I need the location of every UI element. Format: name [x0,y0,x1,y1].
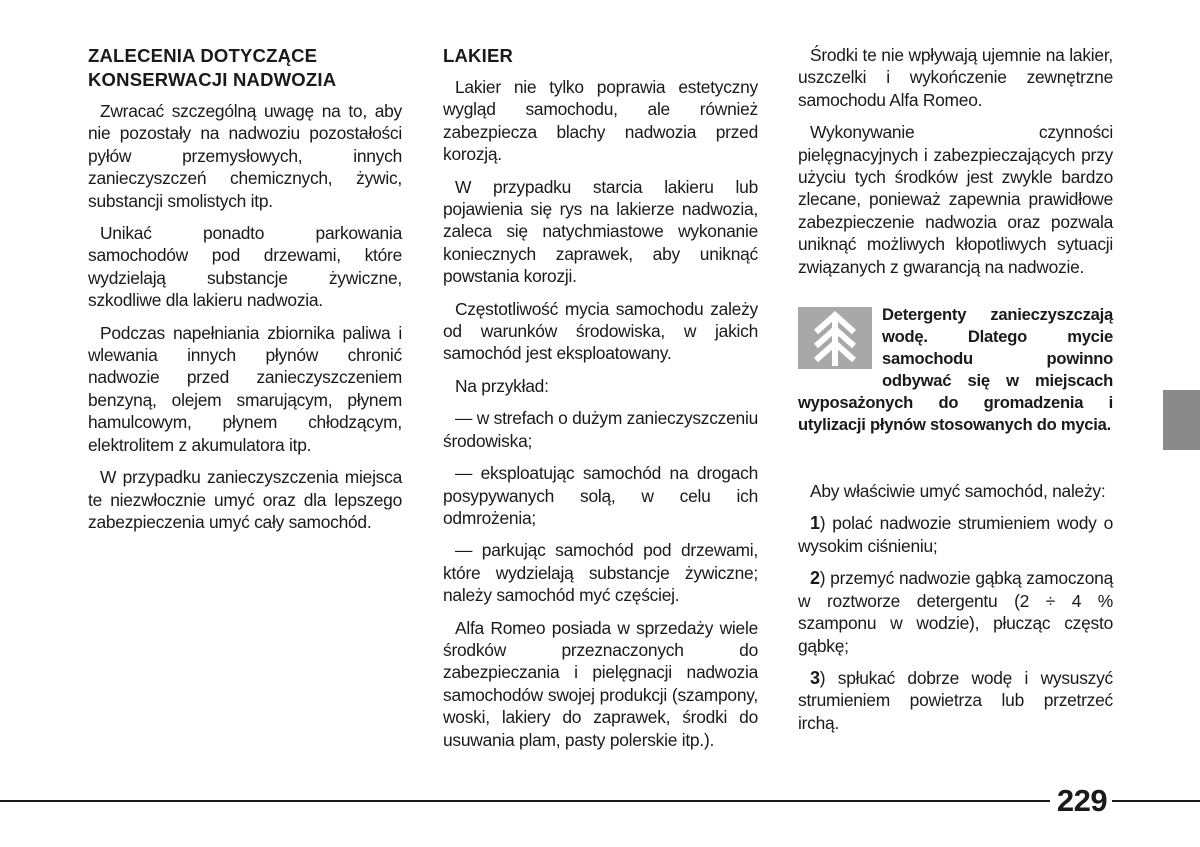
paragraph: Częstotliwość mycia samochodu zależy od warunków środowiska, w jakich samochód jest eksploatowany. [443,298,758,364]
paragraph: Aby właściwie umyć samochód, należy: [810,481,1106,502]
step-number: 3 [810,667,820,688]
column-maintenance [88,44,402,543]
paragraph: Środki te nie wpływają ujemnie na lakier, uszczelki i wykończenie zewnętrzne samochodu Alfa Romeo. [798,45,1113,110]
list-item: — w strefach o dużym zanieczyszczeniu środowiska; [443,408,758,451]
step-number: 1 [810,513,820,534]
tree-icon [798,307,872,369]
heading-line-1: ZALECENIA DOTYCZĄCE [88,45,318,66]
paragraph: W przypadku zanieczyszczenia miejsca te niezwłocznie umyć oraz dla lepszego zabezpieczenia umyć cały samochód. [88,467,402,532]
footer-rule [0,800,1050,802]
list-item: — parkując samochód pod drzewami, które wydzielają substancje żywiczne; należy samochód myć częściej. [443,540,758,606]
footer-rule [1112,800,1200,802]
step-item [798,512,1113,557]
step-text: ) polać nadwozie strumieniem wody o wysokim ciśnieniu; [798,513,1113,556]
environment-warning-text: Detergenty zanieczyszczają wodę. Dlatego mycie samochodu powinno odbywać się w miejscach wyposażonych do gromadzenia i utylizacji płynów stosowanych do mycia. [798,305,1113,435]
chapter-tab-marker [1163,390,1200,450]
step-text: ) przemyć nadwozie gąbką zamoczoną w roztworze detergentu (2 ÷ 4 % szamponu w wodzie), płucząc często gąbkę; [798,568,1113,656]
page-number: 229 [1056,783,1108,818]
step-text: ) spłukać dobrze wodę i wysuszyć strumieniem powietrza lub przetrzeć irchą. [798,667,1113,733]
heading-line-2: KONSERWACJI NADWOZIA [88,69,337,90]
step-item [798,567,1113,657]
step-number: 2 [810,568,820,589]
paragraph: Wykonywanie czynności pielęgnacyjnych i zabezpieczających przy użyciu tych środków jest zwykle bardzo zlecane, ponieważ zapewnia prawidłowe zabezpieczenie nadwozia oraz pozwala uniknąć możliwych kłopotliwych sytuacji związanych z gwarancją na nadwozie. [798,122,1113,277]
column-paint [443,44,758,761]
paragraph: Lakier nie tylko poprawia estetyczny wygląd samochodu, ale również zabezpiecza blachy nadwozia przed korozją. [443,77,758,165]
list-item: — eksploatując samochód na drogach posypywanych solą, w celu ich odmrożenia; [443,463,758,528]
paragraph: Na przykład: [455,375,549,396]
paragraph: Podczas napełniania zbiornika paliwa i wlewania innych płynów chronić nadwozie przed zanieczyszczeniem benzyną, olejem smarującym, płynem hamulcowym, płynem chłodzącym, elektrolitem z akumulatora itp. [88,322,402,455]
paragraph: Zwracać szczególną uwagę na to, aby nie pozostały na nadwoziu pozostałości pyłów przemysłowych, innych zanieczyszczeń chemicznych, żywic, substancji smolistych itp. [88,101,402,211]
paragraph: Alfa Romeo posiada w sprzedaży wiele środków przeznaczonych do zabezpieczania i pielęgnacji nadwozia samochodów swojej produkcji (szampony, woski, lakiery do zaprawek, środki do usuwania plam, pasty polerskie itp.). [443,617,758,750]
section-heading-body-care [88,44,402,92]
environment-note [798,304,1113,444]
column-washing [798,44,1113,744]
step-item [798,667,1113,734]
paragraph: Unikać ponadto parkowania samochodów pod drzewami, które wydzielają substancje żywiczne, szkodliwe dla lakieru nadwozia. [88,223,402,311]
section-heading-paint: LAKIER [443,45,514,66]
paragraph: W przypadku starcia lakieru lub pojawienia się rys na lakierze nadwozia, zaleca się natychmiastowe wykonanie koniecznych zaprawek, aby uniknąć powstania korozji. [443,176,758,287]
